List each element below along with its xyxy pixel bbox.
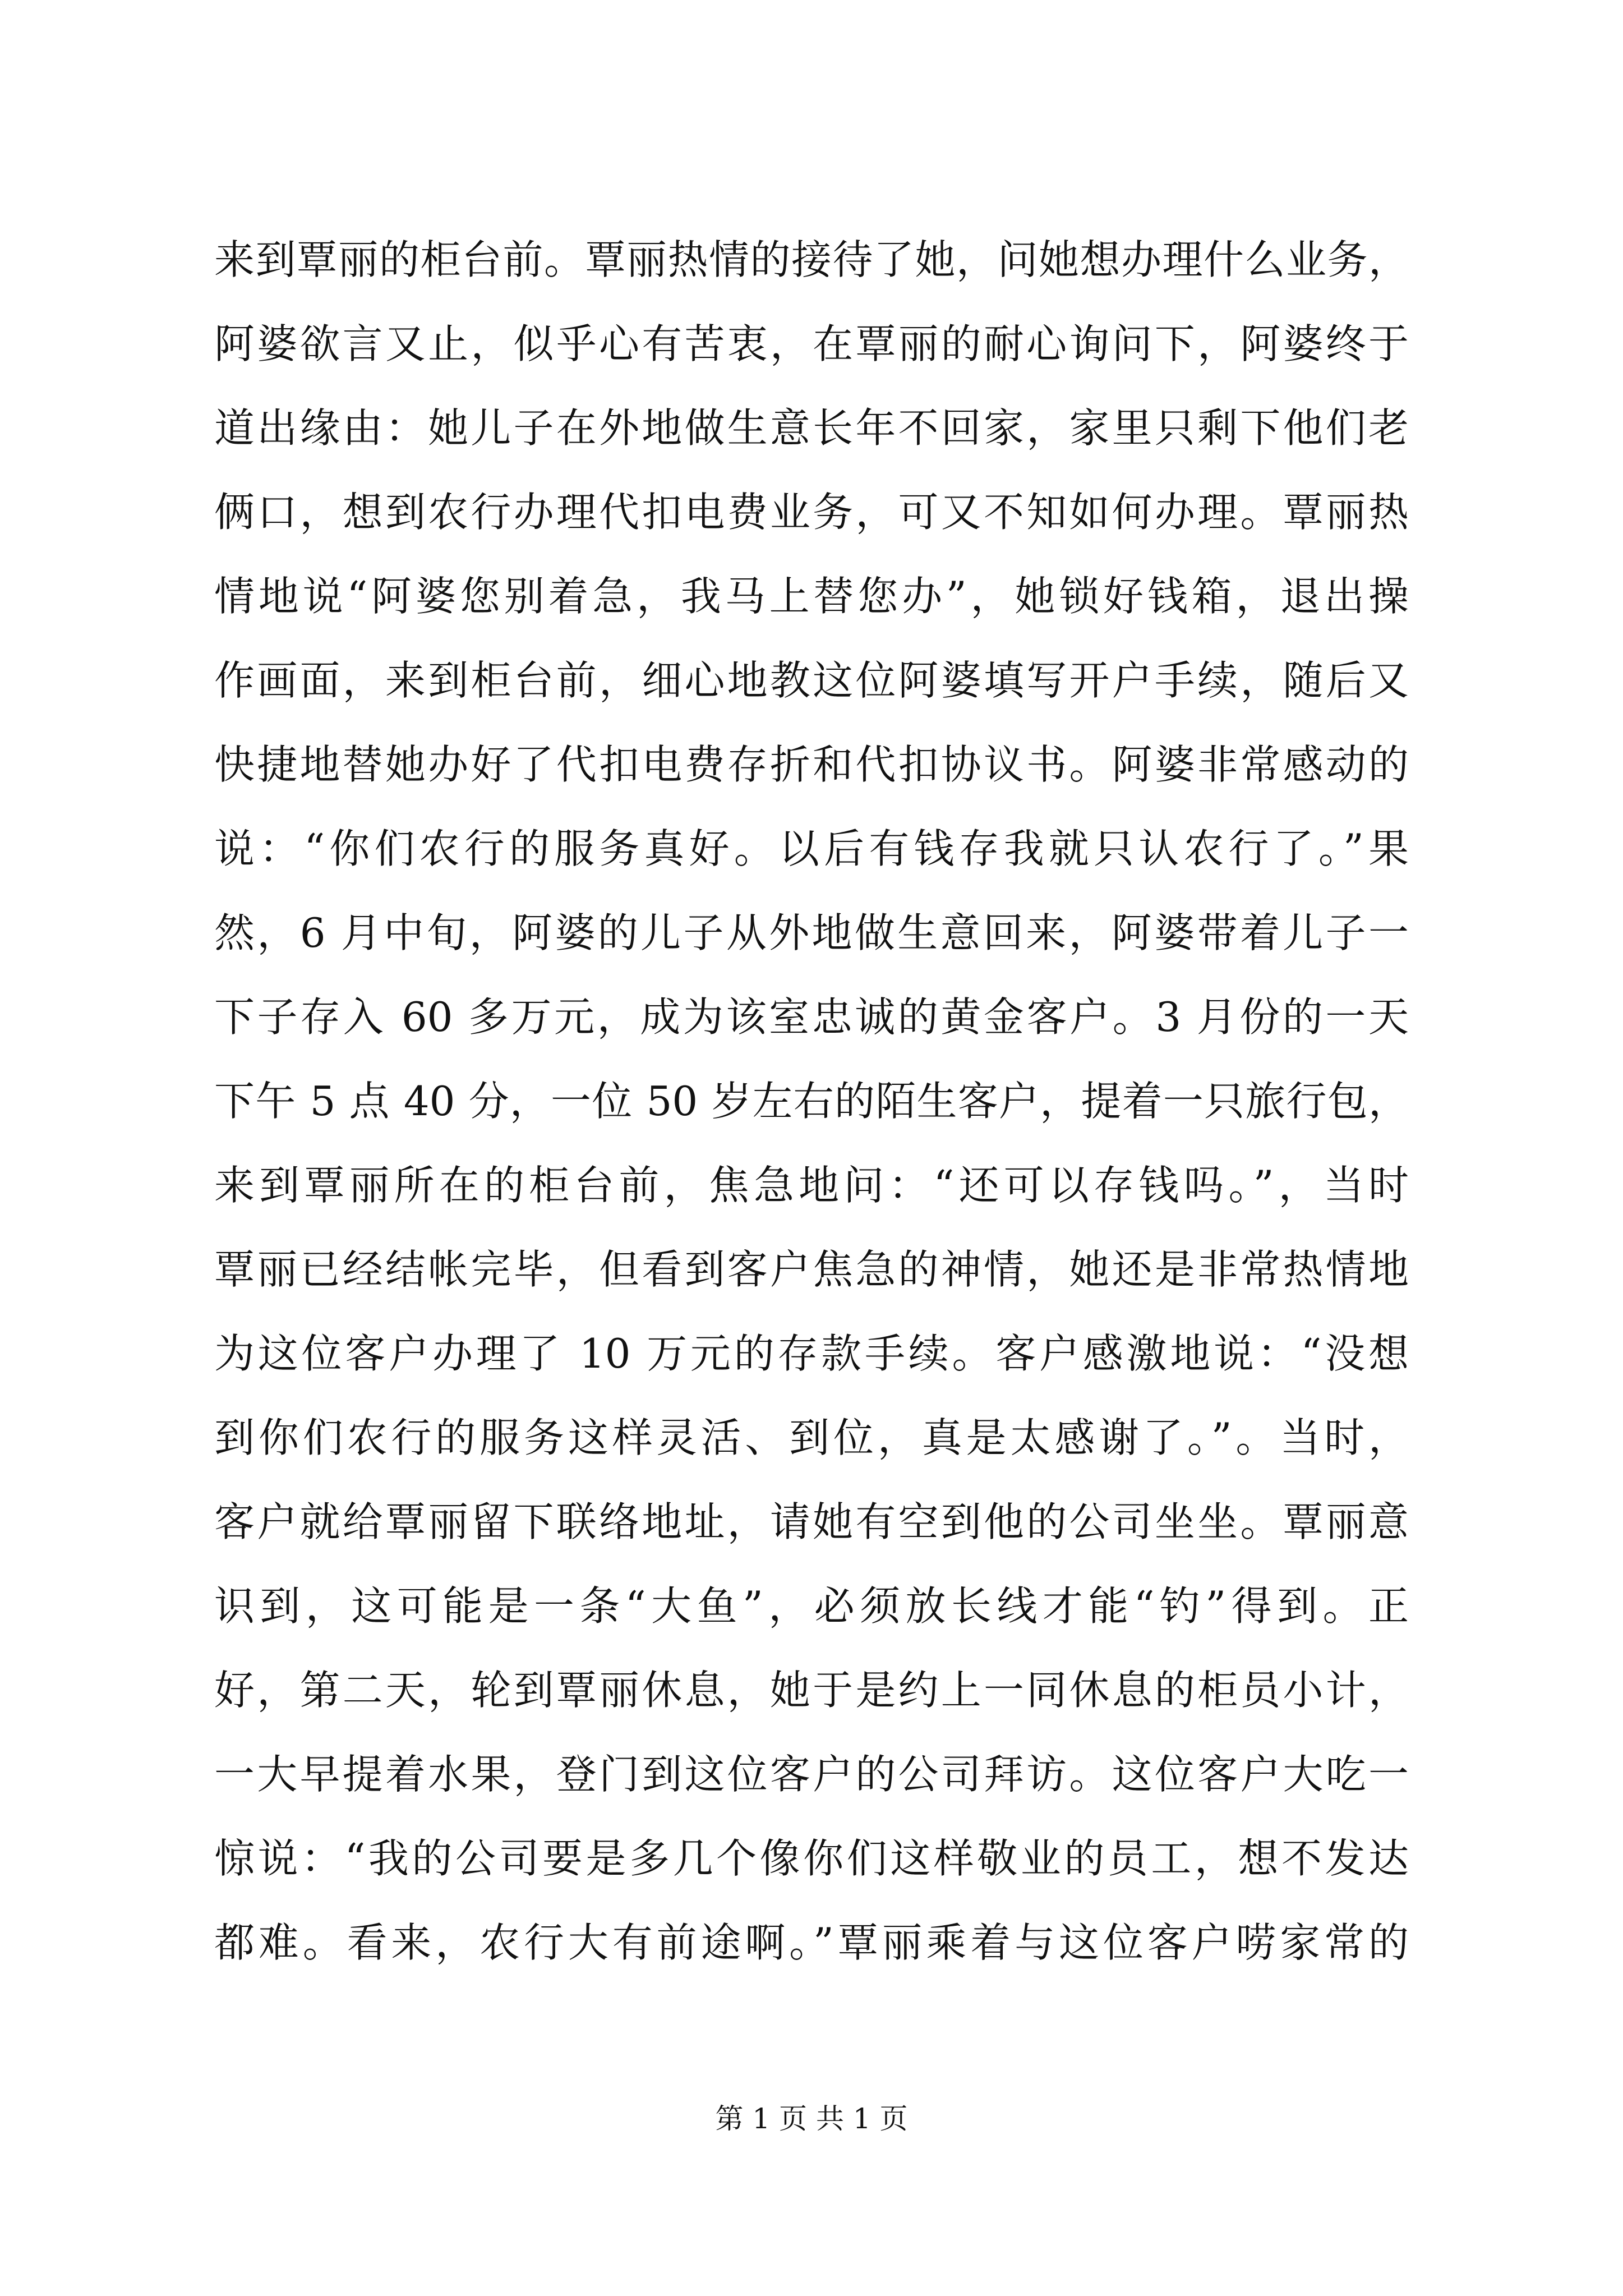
text-line-17: 识到，这可能是一条“大鱼”，必须放长线才能“钓”得到。正 (214, 1582, 1409, 1630)
text-line-11: 下午 5 点 40 分，一位 50 岁左右的陌生客户，提着一只旅行包， (214, 1078, 1409, 1125)
page-number-label: 第 1 页 共 1 页 (715, 2102, 908, 2135)
text-line-3: 道出缘由：她儿子在外地做生意长年不回家，家里只剩下他们老 (214, 404, 1409, 452)
text-line-6: 作画面，来到柜台前，细心地教这位阿婆填写开户手续，随后又 (214, 657, 1409, 704)
text-line-1: 来到覃丽的柜台前。覃丽热情的接待了她，问她想办理什么业务， (214, 236, 1409, 283)
text-line-12: 来到覃丽所在的柜台前，焦急地问：“还可以存钱吗。”，当时 (214, 1162, 1409, 1209)
text-line-13: 覃丽已经结帐完毕，但看到客户焦急的神情，她还是非常热情地 (214, 1246, 1409, 1293)
text-line-21: 都难。看来，农行大有前途啊。”覃丽乘着与这位客户唠家常的 (214, 1919, 1409, 1966)
text-line-2: 阿婆欲言又止，似乎心有苦衷，在覃丽的耐心询问下，阿婆终于 (214, 320, 1409, 367)
text-line-7: 快捷地替她办好了代扣电费存折和代扣协议书。阿婆非常感动的 (214, 741, 1409, 788)
text-line-5: 情地说“阿婆您别着急，我马上替您办”，她锁好钱箱，退出操 (214, 573, 1409, 620)
text-line-18: 好，第二天，轮到覃丽休息，她于是约上一同休息的柜员小计， (214, 1667, 1409, 1714)
page-footer (0, 2099, 1623, 2138)
text-line-10: 下子存入 60 多万元，成为该室忠诚的黄金客户。3 月份的一天 (214, 993, 1409, 1041)
body-text (214, 218, 1409, 1985)
text-line-14: 为这位客户办理了 10 万元的存款手续。客户感激地说：“没想 (214, 1330, 1409, 1377)
text-line-15: 到你们农行的服务这样灵活、到位，真是太感谢了。”。当时， (214, 1414, 1409, 1461)
text-line-19: 一大早提着水果，登门到这位客户的公司拜访。这位客户大吃一 (214, 1751, 1409, 1798)
text-line-20: 惊说：“我的公司要是多几个像你们这样敬业的员工，想不发达 (214, 1835, 1409, 1882)
text-line-9: 然，6 月中旬，阿婆的儿子从外地做生意回来，阿婆带着儿子一 (214, 909, 1409, 956)
text-line-4: 俩口，想到农行办理代扣电费业务，可又不知如何办理。覃丽热 (214, 489, 1409, 536)
text-line-8: 说：“你们农行的服务真好。以后有钱存我就只认农行了。”果 (214, 825, 1409, 872)
text-line-16: 客户就给覃丽留下联络地址，请她有空到他的公司坐坐。覃丽意 (214, 1498, 1409, 1545)
